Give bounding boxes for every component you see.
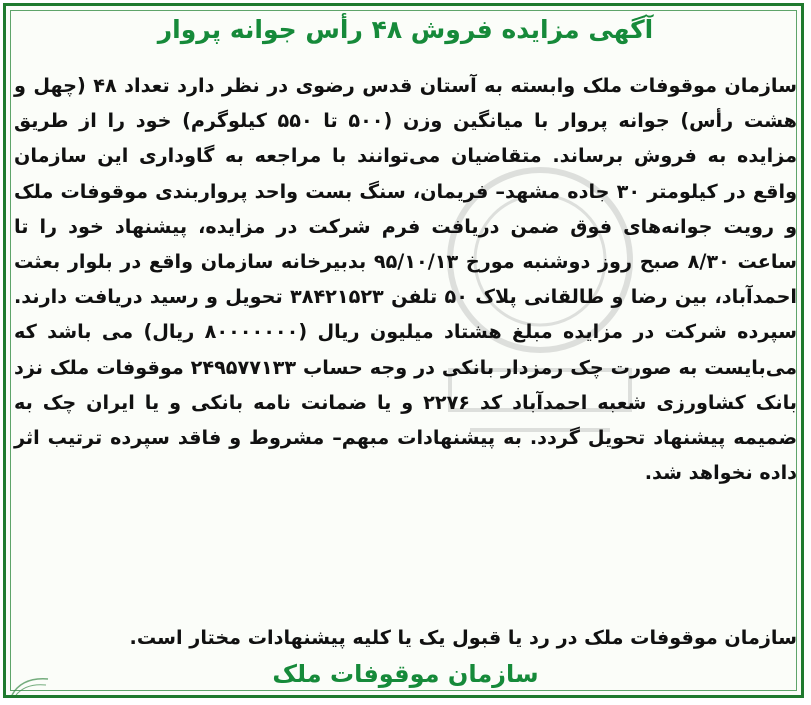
ad-title: آگهی مزایده فروش ۴۸ رأس جوانه پروار	[157, 15, 654, 44]
ad-body-text: سازمان موقوفات ملک وابسته به آستان قدس رضوی در نظر دارد تعداد ۴۸ (چهل و هشت رأس) جوانه پروار با میانگین وزن (۵۰۰ تا ۵۵۰ کیلوگرم) خود را از طریق مزایده به فروش برساند. متقاضیان می‌توانند با مراجعه به گاوداری این سازمان واقع در کیلومتر ۳۰ جاده مشهد– فریمان، سنگ بست واحد پرواربندی موقوفات ملک و رویت جوانه‌های فوق ضمن دریافت فرم شرکت در مزایده، پیشنهاد خود را تا ساعت ۸/۳۰ صبح روز دوشنبه مورخ ۹۵/۱۰/۱۳ بدبیرخانه سازمان واقع در بلوار بعثت احمدآباد، بین رضا و طالقانی پلاک ۵۰ تلفن ۳۸۴۲۱۵۲۳ تحویل و رسید دریافت دارند. سپرده شرکت در مزایده مبلغ هشتاد میلیون ریال (۸۰۰۰۰۰۰۰ ریال) می باشد که می‌بایست به صورت چک رمزدار بانکی در وجه حساب ۲۴۹۵۷۷۱۳۳ موقوفات ملک نزد بانک کشاورزی شعبه احمدآباد کد ۲۲۷۶ و یا ضمانت نامه بانکی و یا ایران چک به ضمیمه پیشنهاد تحویل گردد. به پیشنهادات مبهم– مشروط و فاقد سپرده ترتیب اثر داده نخواهد شد.	[14, 74, 797, 485]
ad-signature: سازمان موقوفات ملک	[272, 660, 539, 688]
decorative-corner-mark	[10, 675, 50, 697]
ad-closing-statement: سازمان موقوفات ملک در رد یا قبول یک یا کلیه پیشنهادات مختار است.	[129, 626, 797, 649]
